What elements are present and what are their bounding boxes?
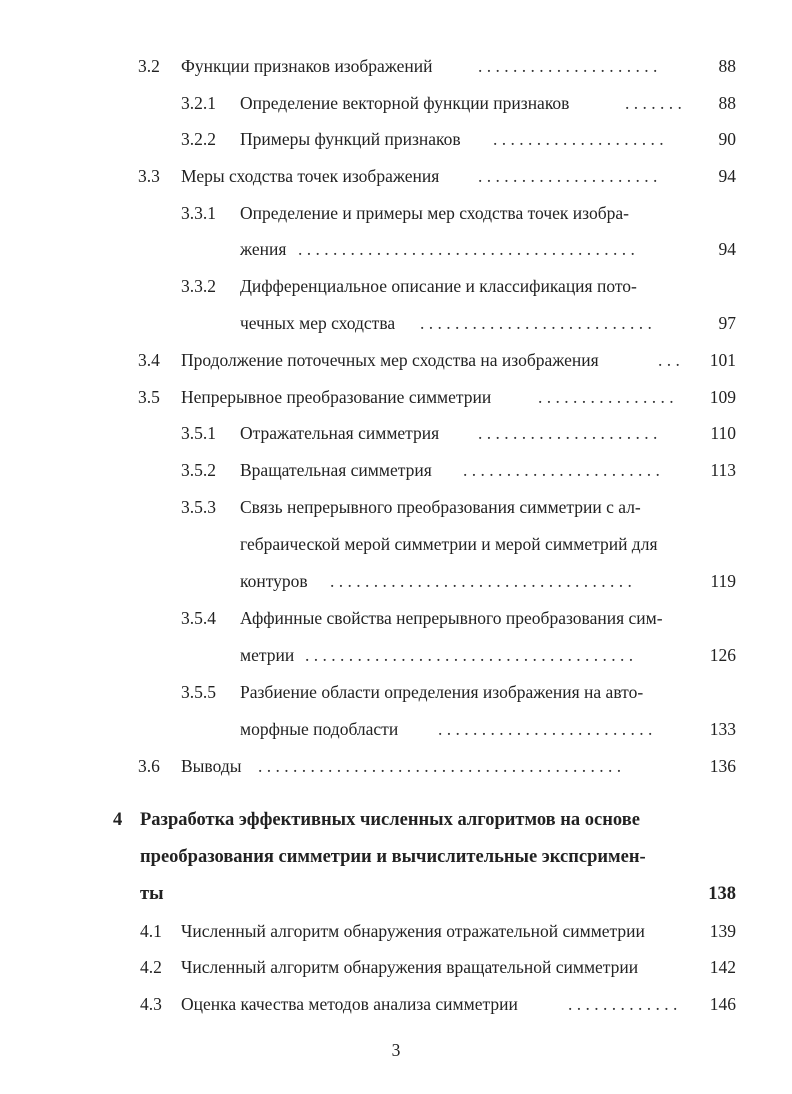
section-title-continued: контуров [240, 571, 308, 591]
section-number: 3.3.2 [181, 276, 216, 296]
toc-entry-continuation [0, 563, 792, 599]
section-number: 3.5.4 [181, 608, 216, 628]
leader-dots: . . . . . . . . . . . . . . . . . . . . . . . . . . . . . . . . . . . [330, 571, 632, 591]
section-title: Численный алгоритм обнаружения отражательной симметрии [181, 921, 645, 941]
section-number: 3.5.1 [181, 423, 216, 443]
toc-entry [0, 748, 792, 784]
toc-chapter-continuation [0, 876, 792, 912]
page-footer-number: 3 [391, 1040, 401, 1060]
toc-entry-continuation [0, 231, 792, 267]
leader-dots: . . . . . . . . . . . . . . . . . . . . . . . . . . . [420, 313, 652, 333]
page-number: 139 [709, 921, 736, 941]
chapter-title-continued: преобразования симметрии и вычислительные экспсримен- [140, 847, 646, 867]
leader-dots: . . . . . . . . . . . . . . . . . . . . . [478, 423, 658, 443]
leader-dots: . . . . . . . . . . . . . . . . [538, 387, 674, 407]
section-number: 3.3 [138, 166, 160, 186]
toc-entry [0, 121, 792, 157]
section-title: Аффинные свойства непрерывного преобразования сим- [240, 608, 663, 628]
section-number: 4.3 [140, 994, 162, 1014]
section-number: 3.3.1 [181, 203, 216, 223]
page-number: 94 [718, 239, 736, 259]
section-title: Связь непрерывного преобразования симметрии с ал- [240, 497, 641, 517]
leader-dots: . . . . . . . . . . . . . . . . . . . . . [478, 56, 658, 76]
section-title: Функции признаков изображений [181, 56, 433, 76]
leader-dots: . . . . . . . . . . . . . [568, 994, 678, 1014]
leader-dots: . . . . . . . . . . . . . . . . . . . . . . . . . . . . . . . . . . . . . . . . . . [258, 756, 622, 776]
leader-dots: . . . . . . . . . . . . . . . . . . . . [493, 129, 664, 149]
section-number: 3.5 [138, 387, 160, 407]
toc-entry-continuation [0, 711, 792, 747]
section-title: Выводы [181, 756, 242, 776]
page-number: 136 [709, 756, 736, 776]
leader-dots: . . . . . . . . . . . . . . . . . . . . . . . . . . . . . . . . . . . . . . . [298, 239, 635, 259]
leader-dots: . . . . . . . [625, 93, 682, 113]
section-title: Отражательная симметрия [240, 423, 440, 443]
page-number: 88 [718, 93, 736, 113]
section-number: 3.5.5 [181, 682, 216, 702]
section-title-continued: метрии [240, 645, 295, 665]
section-title: Разбиение области определения изображения на авто- [240, 682, 644, 702]
toc-entry [0, 48, 792, 84]
page-number: 97 [718, 313, 736, 333]
toc-entry-continuation [0, 305, 792, 341]
page-number: 146 [709, 994, 736, 1014]
toc-entry [0, 489, 792, 525]
toc-chapter-continuation [0, 839, 792, 875]
section-number: 3.4 [138, 350, 160, 370]
chapter-title: Разработка эффективных численных алгоритмов на основе [140, 810, 640, 830]
toc-entry [0, 415, 792, 451]
toc-entry [0, 452, 792, 488]
page-number: 126 [709, 645, 736, 665]
section-number: 3.6 [138, 756, 160, 776]
page-number: 119 [710, 571, 736, 591]
toc-entry [0, 600, 792, 636]
section-title-continued: морфные подобласти [240, 719, 399, 739]
section-number: 4.2 [140, 957, 162, 977]
page-number: 88 [718, 56, 736, 76]
toc-chapter-entry [0, 802, 792, 838]
toc-entry [0, 158, 792, 194]
section-title: Продолжение поточечных мер сходства на изображения [181, 350, 599, 370]
leader-dots: . . . . . . . . . . . . . . . . . . . . . [478, 166, 658, 186]
toc-entry-continuation [0, 637, 792, 673]
section-number: 3.2.2 [181, 129, 216, 149]
section-number: 3.2.1 [181, 93, 216, 113]
section-number: 3.5.3 [181, 497, 216, 517]
section-title: Непрерывное преобразование симметрии [181, 387, 492, 407]
page-number: 142 [709, 957, 736, 977]
leader-dots: . . . . . . . . . . . . . . . . . . . . . . . . . . . . . . . . . . . . . . [305, 645, 634, 665]
page-number: 90 [718, 129, 736, 149]
toc-entry-continuation [0, 526, 792, 562]
leader-dots: . . . . . . . . . . . . . . . . . . . . . . . [463, 460, 660, 480]
page-number: 110 [710, 423, 736, 443]
leader-dots: . . . [658, 350, 680, 370]
toc-entry [0, 913, 792, 949]
section-title-continued: жения [240, 239, 287, 259]
page-number: 101 [709, 350, 736, 370]
toc-entry [0, 195, 792, 231]
section-number: 3.2 [138, 56, 160, 76]
page-number: 113 [710, 460, 736, 480]
page-number: 133 [709, 719, 736, 739]
page-number: 109 [709, 387, 736, 407]
page-number: 94 [718, 166, 736, 186]
section-title: Примеры функций признаков [240, 129, 461, 149]
section-title: Определение векторной функции признаков [240, 93, 570, 113]
toc-entry [0, 949, 792, 985]
toc-entry [0, 268, 792, 304]
section-title: Оценка качества методов анализа симметрии [181, 994, 518, 1014]
section-title-continued: чечных мер сходства [240, 313, 396, 333]
toc-entry [0, 85, 792, 121]
chapter-title-continued: ты [140, 884, 164, 904]
chapter-number: 4 [113, 810, 123, 830]
toc-entry [0, 986, 792, 1022]
section-title: Дифференциальное описание и классификация пото- [240, 276, 637, 296]
section-title: Меры сходства точек изображения [181, 166, 440, 186]
leader-dots: . . . . . . . . . . . . . . . . . . . . . . . . . [438, 719, 653, 739]
toc-entry [0, 342, 792, 378]
toc-entry [0, 674, 792, 710]
section-number: 4.1 [140, 921, 162, 941]
section-title: Определение и примеры мер сходства точек изобра- [240, 203, 629, 223]
toc-entry [0, 379, 792, 415]
section-title: Численный алгоритм обнаружения вращательной симметрии [181, 957, 639, 977]
section-title-continued: гебраической мерой симметрии и мерой симметрий для [240, 534, 658, 554]
section-title: Вращательная симметрия [240, 460, 432, 480]
page-number: 138 [708, 884, 736, 904]
section-number: 3.5.2 [181, 460, 216, 480]
